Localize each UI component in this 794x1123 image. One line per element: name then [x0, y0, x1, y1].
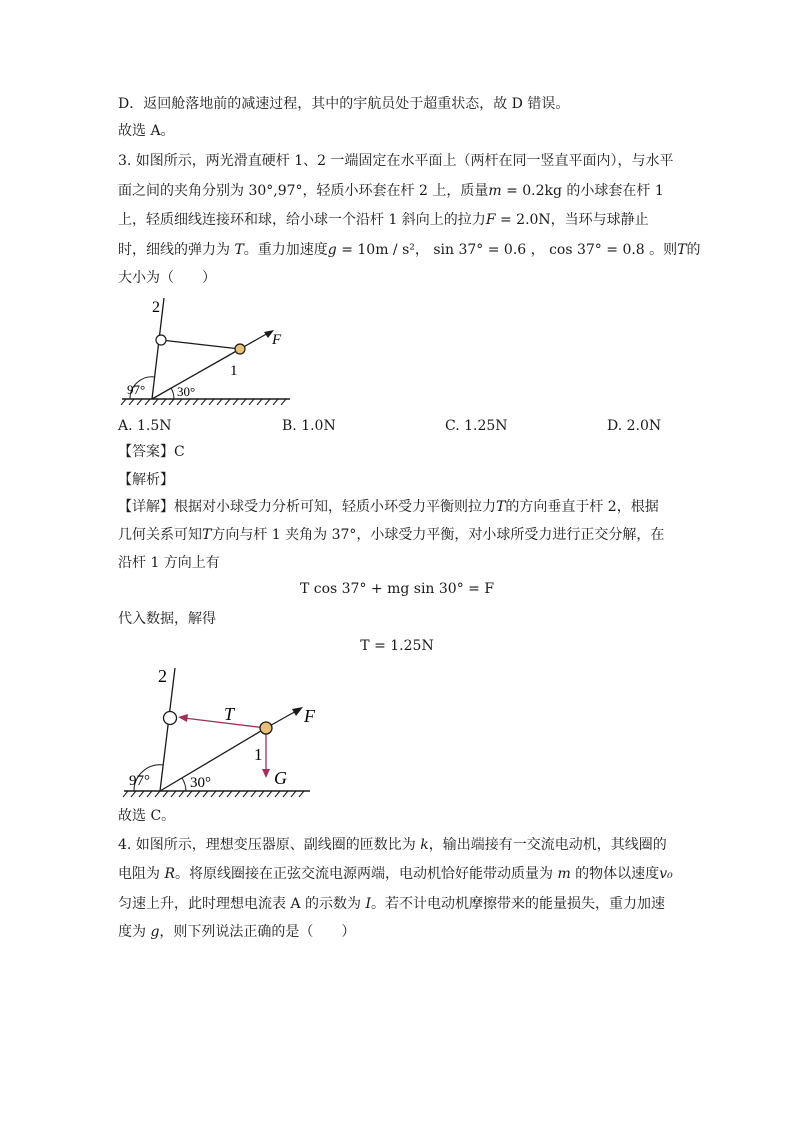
- ball: [260, 722, 272, 734]
- label-force-f: F: [304, 706, 315, 726]
- label-angle-97: 97°: [129, 773, 150, 789]
- q4-line-2: 电阻为 R。将原线圈接在正弦交流电源两端，电动机恰好能带动质量为 m 的物体以速度v₀: [118, 866, 673, 882]
- label-rod-1: 1: [254, 745, 263, 764]
- label-angle-97: 97°: [127, 382, 146, 397]
- label-gravity-g: G: [274, 768, 287, 788]
- option-b[interactable]: B. 1.0N: [282, 418, 336, 434]
- thread: [161, 340, 240, 349]
- equation-2: T = 1.25N: [360, 638, 434, 654]
- ring: [156, 335, 166, 345]
- label-tension-t: T: [224, 704, 235, 724]
- q3-stem-line-1: 3. 如图所示，两光滑直硬杆 1、2 一端固定在水平面上（两杆在同一竖直平面内），与水平: [118, 153, 674, 169]
- label-rod-2: 2: [158, 666, 167, 686]
- q3-figure-1: [118, 292, 298, 408]
- label-angle-30: 30°: [177, 384, 196, 399]
- force-f-arrowhead: [292, 707, 303, 716]
- q2-answer-line: 故选 A。: [118, 123, 175, 139]
- ground-hatch-2: [123, 791, 310, 797]
- q3-figure-2: [118, 660, 318, 800]
- detail-line-2: 几何关系可知T方向与杆 1 夹角为 37°，小球受力平衡，对小球所受力进行正交分解，在: [118, 527, 665, 543]
- ground-hatch: [121, 399, 290, 405]
- substitute-line: 代入数据，解得: [118, 611, 216, 627]
- detail-line-3: 沿杆 1 方向上有: [118, 555, 220, 571]
- label-force-f: F: [272, 332, 282, 348]
- label-rod-2: 2: [152, 299, 160, 316]
- ball: [235, 344, 245, 354]
- q3-final-answer: 故选 C。: [118, 808, 176, 824]
- angle-30-arc: [182, 778, 186, 791]
- answer-tag: 【答案】: [118, 444, 174, 460]
- label-angle-30: 30°: [190, 775, 211, 791]
- option-d-explanation: D．返回舱落地前的减速过程，其中的宇航员处于超重状态，故 D 错误。: [118, 96, 570, 112]
- q4-line-4: 度为 g，则下列说法正确的是（ ）: [118, 924, 356, 940]
- option-c[interactable]: C. 1.25N: [445, 418, 508, 434]
- angle-30-arc: [171, 388, 174, 399]
- q4-line-3: 匀速上升，此时理想电流表 A 的示数为 I。若不计电动机摩擦带来的能量损失，重力加速: [118, 896, 665, 912]
- rod-1: [152, 349, 240, 399]
- detail-line-1: 【详解】根据对小球受力分析可知，轻质小环受力平衡则拉力T的方向垂直于杆 2，根据: [118, 499, 659, 515]
- q3-stem-line-4: 时，细线的弹力为 T。重力加速度g = 10m / s²， sin 37° = 0.6 ， cos 37° = 0.8 。则T的: [118, 242, 701, 258]
- q3-stem-line-2: 面之间的夹角分别为 30°,97°，轻质小环套在杆 2 上，质量m = 0.2kg 的小球套在杆 1: [118, 183, 664, 199]
- option-a[interactable]: A. 1.5N: [118, 418, 172, 434]
- answer-line: [118, 442, 185, 462]
- answer-value: C: [174, 444, 185, 460]
- rod-2: [160, 668, 175, 791]
- tension-t-arrowhead: [178, 714, 188, 722]
- ring: [164, 712, 177, 725]
- rod-1: [160, 728, 266, 791]
- label-rod-1: 1: [230, 363, 238, 379]
- q4-line-1: 4. 如图所示，理想变压器原、副线圈的匝数比为 k，输出端接有一交流电动机，其线圈的: [118, 837, 667, 853]
- gravity-g-arrowhead: [262, 769, 270, 778]
- q3-stem-line-3: 上，轻质细线连接环和球，给小球一个沿杆 1 斜向上的拉力F = 2.0N，当环与球静止: [118, 212, 649, 228]
- q3-stem-line-5: 大小为（ ）: [118, 270, 216, 286]
- option-d[interactable]: D. 2.0N: [607, 418, 662, 434]
- equation-1: T cos 37° + mg sin 30° = F: [299, 581, 495, 597]
- analysis-tag: 【解析】: [118, 472, 174, 488]
